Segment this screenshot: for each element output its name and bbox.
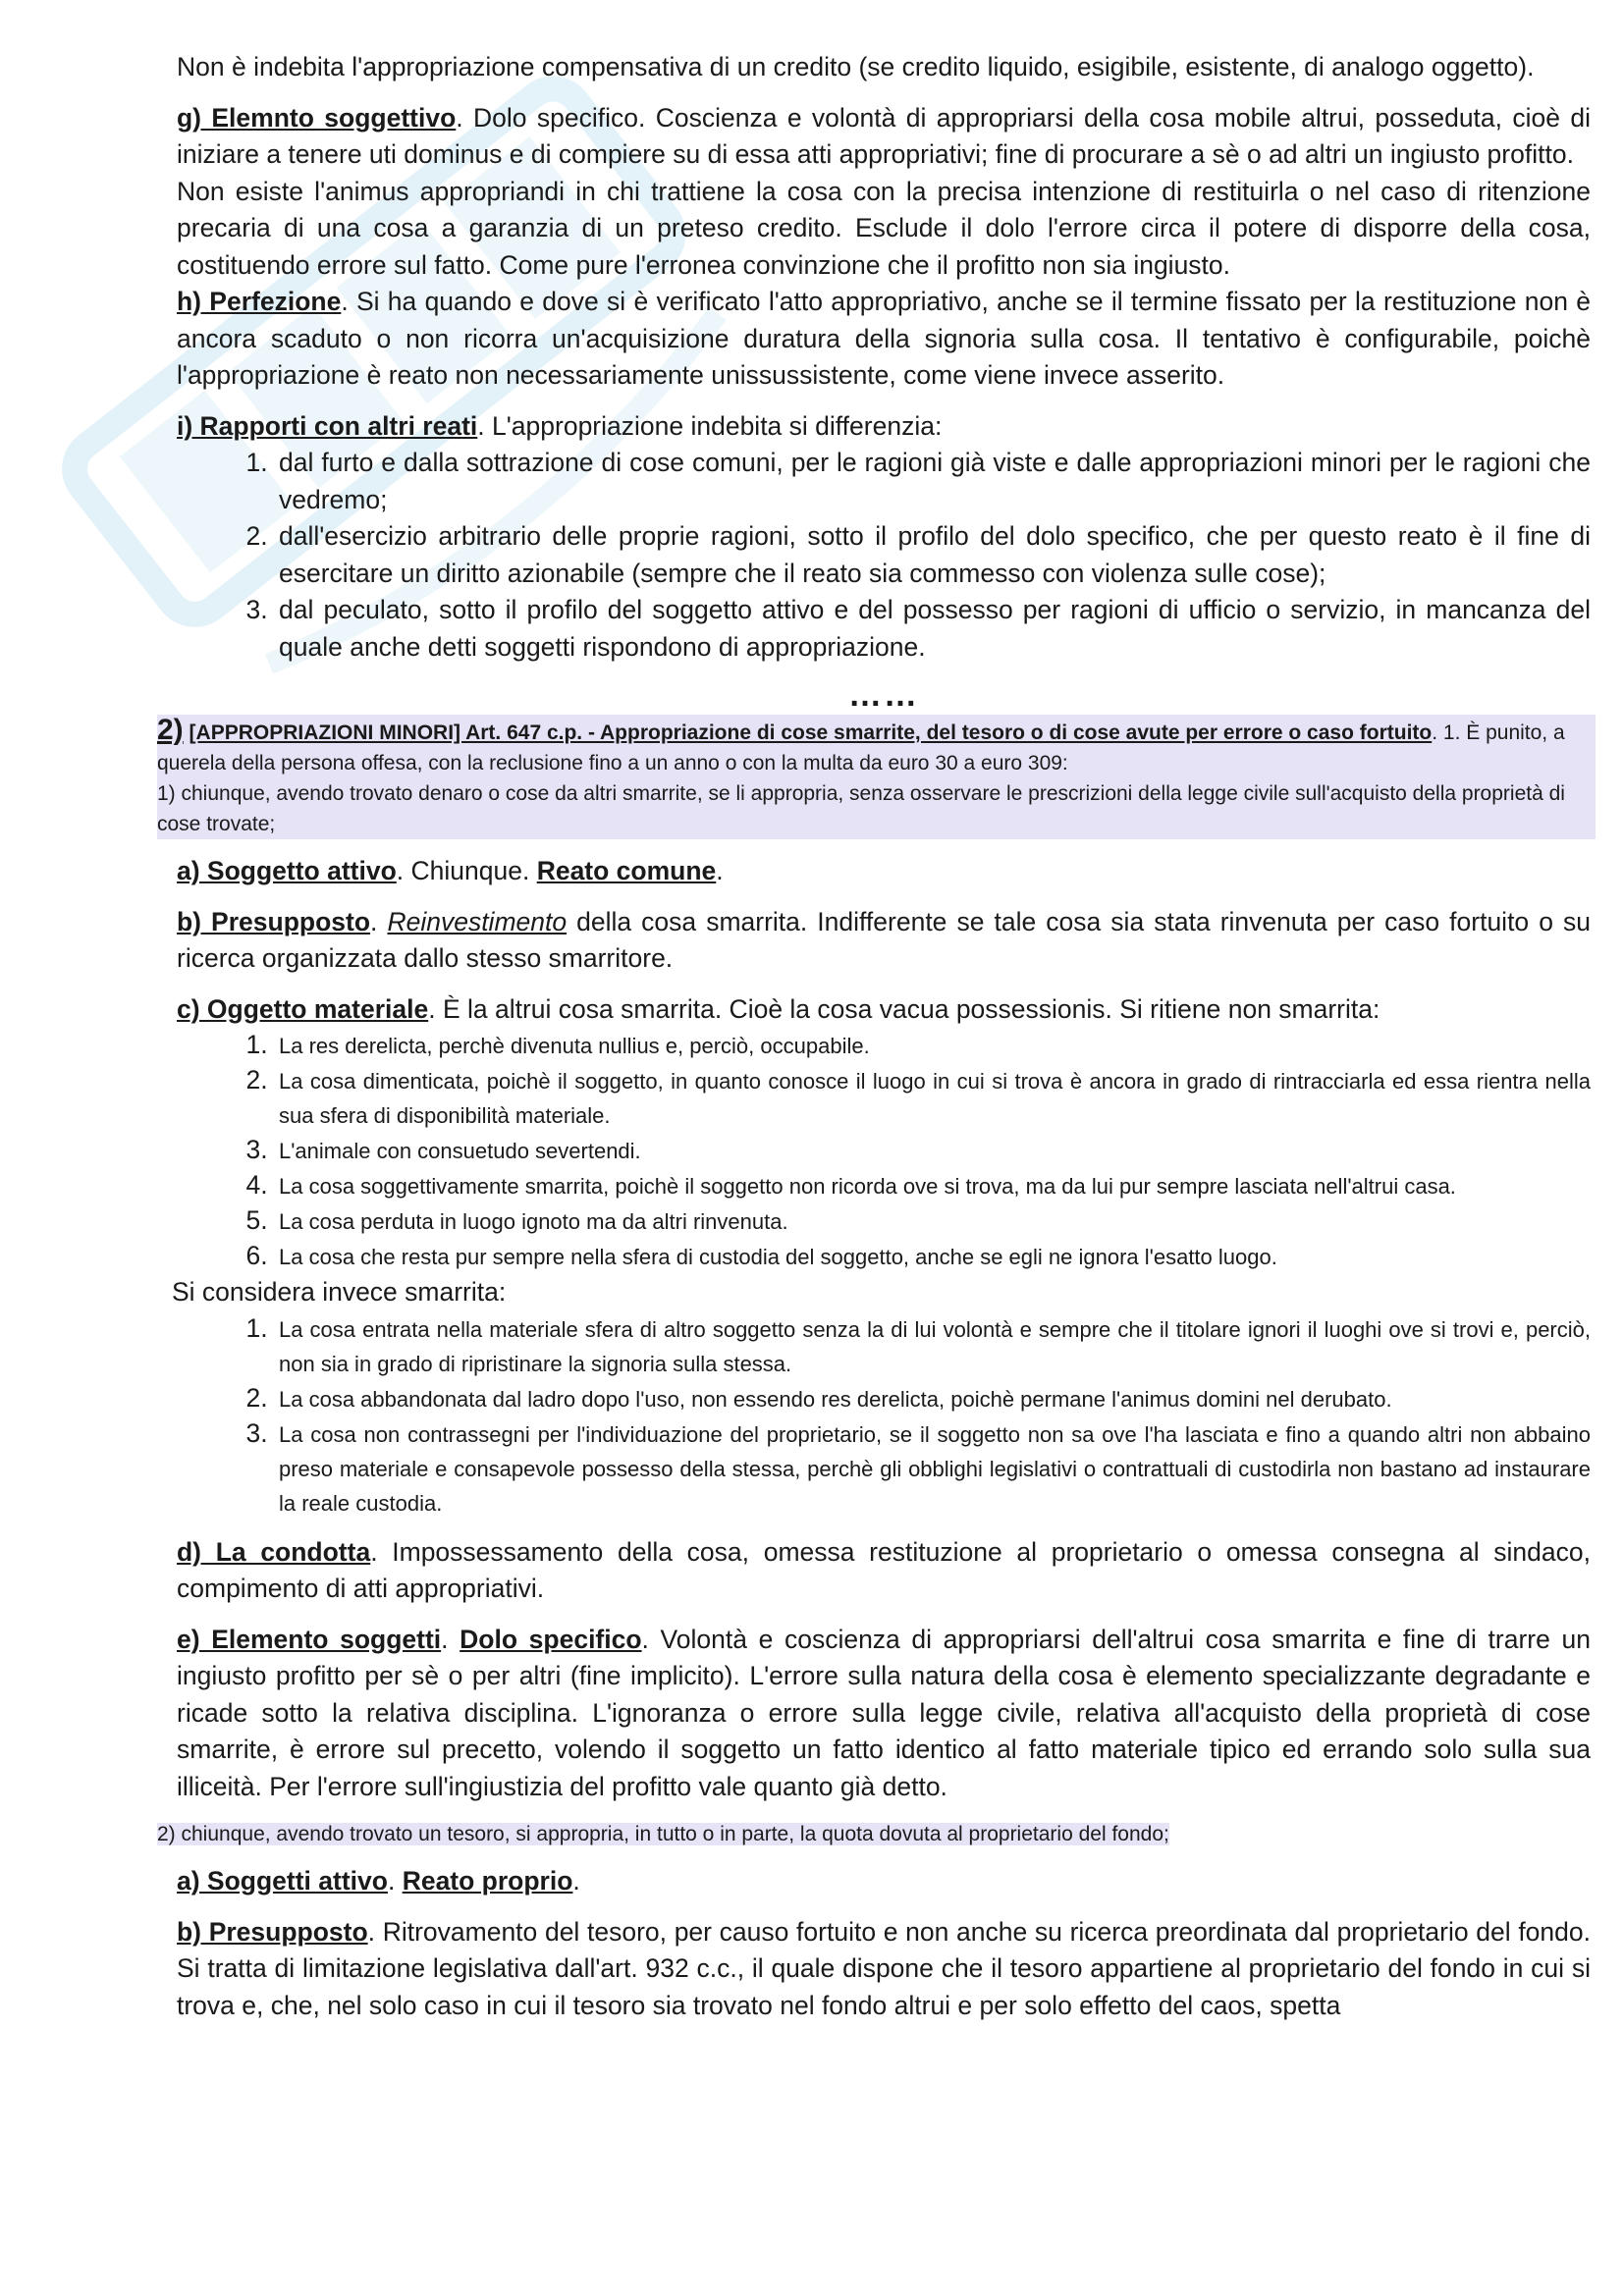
section-e-elemento-soggettivo (177, 1622, 1591, 1806)
article-647-block (157, 715, 1596, 839)
section-a-end: . (716, 856, 724, 885)
article-item-1: 1) chiunque, avendo trovato denaro o cose da altri smarrite, se li appropria, senza osservare le prescrizioni della legge civile sull'acquisto della proprietà di cose trovate; (157, 782, 1565, 835)
section-c-label: c) Oggetto materiale (177, 993, 429, 1024)
list-item: 6. La cosa che resta pur sempre nella sfera di custodia del soggetto, anche se egli ne ignora l'esatto luogo. (275, 1239, 1591, 1274)
section-b-presupposto (177, 904, 1591, 978)
section-d-text: . Impossessamento della cosa, omessa restituzione al proprietario o omessa consegna al sindaco, compimento di atti appropriativi. (177, 1536, 1591, 1603)
section-c-text: . È la altrui cosa smarrita. Cioè la cosa vacua possessionis. Si ritiene non smarrita: (428, 993, 1380, 1024)
section-g-text: . Dolo specifico. Coscienza e volontà di appropriarsi della cosa mobile altrui, posseduta, cioè di iniziare a tenere uti dominus e di compiere su di essa atti appropriativi; fine di procurare a sè o ad altri un ingiusto profitto. (177, 102, 1591, 169)
list-item: 2. La cosa dimenticata, poichè il soggetto, in quanto conosce il luogo in cui si trova è ancora in grado di rintracciarla ed essa rientra nella sua sfera di disponibilità materiale. (275, 1063, 1591, 1133)
section-a-mid: . Chiunque. (396, 856, 537, 885)
article-item-2: 2) chiunque, avendo trovato un tesoro, si appropria, in tutto o in parte, la quota dovuta al proprietario del fondo; (157, 1823, 1169, 1845)
section-e-label: e) Elemento soggetti (177, 1624, 442, 1654)
list-item: 2. La cosa abbandonata dal ladro dopo l'uso, non essendo res derelicta, poichè permane l'animus domini nel derubato. (275, 1381, 1591, 1416)
section-c-text-2: Si considera invece smarrita: (172, 1277, 507, 1307)
paragraph-appropriazione-compensativa: Non è indebita l'appropriazione compensativa di un credito (se credito liquido, esigibile, esistente, di analogo oggetto). (177, 52, 1535, 81)
section-b-dot: . (370, 906, 388, 936)
section-g-elemento-soggettivo (177, 100, 1591, 174)
section-a2-end: . (572, 1866, 580, 1896)
section-i-list (177, 445, 1591, 666)
section-g-text-2: Non esiste l'animus appropriandi in chi trattiene la cosa con la precisa intenzione di restituirla o nel caso di ritenzione precaria di una cosa a garanzia di un preteso credito. Esclude il dolo l'errore circa il potere di disporre della cosa, costituendo errore sul fatto. Come pure l'erronea convinzione che il profitto non sia ingiusto. (177, 176, 1591, 280)
section-e-mid: . (441, 1624, 460, 1654)
list-item: 1. La res derelicta, perchè divenuta nullius e, perciò, occupabile. (275, 1028, 1591, 1063)
section-c-oggetto-materiale (177, 991, 1591, 1029)
article-item-2-block (157, 1819, 1596, 1849)
article-title: [APPROPRIAZIONI MINORI] Art. 647 c.p. - Appropriazione di cose smarrite, del tesoro o di cose avute per errore o caso fortuito (189, 721, 1433, 744)
section-h-text: . Si ha quando e dove si è verificato l'atto appropriativo, anche se il termine fissato per la restituzione non è ancora scaduto o non ricorra un'acquisizione duratura della signoria sulla cosa. Il tentativo è configurabile, poichè l'appropriazione è reato non necessariamente unissussistente, come viene invece asserito. (177, 287, 1591, 390)
section-a-soggetto-attivo (177, 853, 1591, 890)
section-a2-label-2: Reato proprio (402, 1866, 573, 1896)
list-item: 4. La cosa soggettivamente smarrita, poichè il soggetto non ricorda ove si trova, ma da lui pur sempre lasciata nell'altrui casa. (275, 1168, 1591, 1203)
section-i-label: i) Rapporti con altri reati (177, 410, 478, 441)
section-e-label-2: Dolo specifico (460, 1624, 642, 1654)
section-c-list (177, 1028, 1591, 1274)
section-b2-label: b) Presupposto (177, 1916, 368, 1947)
section-b2-text: . Ritrovamento del tesoro, per causo fortuito e non anche su ricerca preordinata dal proprietario del fondo. Si tratta di limitazione legislativa dall'art. 932 c.c., il quale dispone che il tesoro appartiene al proprietario del fondo in cui si trova e, che, nel solo caso in cui il tesoro sia trovato nel fondo altrui e per solo effetto del caos, spetta (177, 1916, 1591, 2020)
list-item: 3. La cosa non contrassegni per l'individuazione del proprietario, se il soggetto non sa ove l'ha lasciata e fino a quando altri non abbaino preso materiale e consapevole possesso della stessa, perchè gli obblighi legislativi o contrattuali di custodirla non bastano ad instaurare la reale custodia. (275, 1416, 1591, 1521)
list-item: 5. La cosa perduta in luogo ignoto ma da altri rinvenuta. (275, 1203, 1591, 1239)
section-i-text: . L'appropriazione indebita si differenzia: (477, 410, 943, 441)
section-e-text: . Volontà e coscienza di appropriarsi dell'altrui cosa smarrita e fine di trarre un ingiusto profitto per sè o per altri (fine implicito). L'errore sulla natura della cosa è elemento specializzante degradante e ricade sotto la relativa disciplina. L'ignoranza o errore sulla legge civile, relativa all'acquisto della proprietà di cose smarrite, è errore sul precetto, volendo il soggetto un fatto identico al fatto materiale tipico ed errando solo sulla sua illiceità. Per l'errore sull'ingiustizia del profitto vale quanto già detto. (177, 1624, 1591, 1801)
section-d-condotta (177, 1534, 1591, 1608)
section-g-label: g) Elemnto soggettivo (177, 102, 457, 133)
list-item: 3. L'animale con consuetudo severtendi. (275, 1133, 1591, 1168)
section-i-rapporti (177, 408, 1591, 446)
section-a-label-2: Reato comune (536, 856, 717, 885)
section-b-label: b) Presupposto (177, 906, 371, 936)
section-a2-mid: . (387, 1866, 403, 1896)
section-b-text: della cosa smarrita. Indifferente se tale cosa sia stata rinvenuta per caso fortuito o su ricerca organizzata dallo stesso smarritore. (177, 906, 1591, 973)
list-item: 2. dall'esercizio arbitrario delle proprie ragioni, sotto il profilo del dolo specifico, che per questo reato è il fine di esercitare un diritto azionabile (sempre che il reato sia commesso con violenza sulle cose); (275, 518, 1591, 592)
article-number: 2) (157, 714, 184, 746)
section-h-label: h) Perfezione (177, 287, 342, 316)
section-b2-presupposto (177, 1914, 1591, 2025)
section-h-perfezione (177, 284, 1591, 395)
section-a-label: a) Soggetto attivo (177, 856, 397, 885)
section-separator-dots: …… (848, 676, 919, 714)
section-d-label: d) La condotta (177, 1536, 371, 1567)
article-text: . 1. È punito, a querela della persona offesa, con la reclusione fino a un anno o con la multa da euro 30 a euro 309: (157, 721, 1565, 774)
list-item: 1. La cosa entrata nella materiale sfera di altro soggetto senza la di lui volontà e sempre che il titolare ignori il luoghi ove si trovi e, perciò, non sia in grado di ripristinare la signoria sulla stessa. (275, 1311, 1591, 1381)
document-page (157, 49, 1591, 2024)
list-item: 3. dal peculato, sotto il profilo del soggetto attivo e del possesso per ragioni di ufficio o servizio, in mancanza del quale anche detti soggetti rispondono di appropriazione. (275, 592, 1591, 666)
section-a2-label: a) Soggetti attivo (177, 1866, 388, 1896)
section-a2-soggetto-attivo (177, 1863, 1591, 1900)
list-item: 1. dal furto e dalla sottrazione di cose comuni, per le ragioni già viste e dalle appropriazioni minori per le ragioni che vedremo; (275, 445, 1591, 518)
section-b-emphasis: Reinvestimento (387, 906, 568, 936)
section-c-list-2 (177, 1311, 1591, 1521)
